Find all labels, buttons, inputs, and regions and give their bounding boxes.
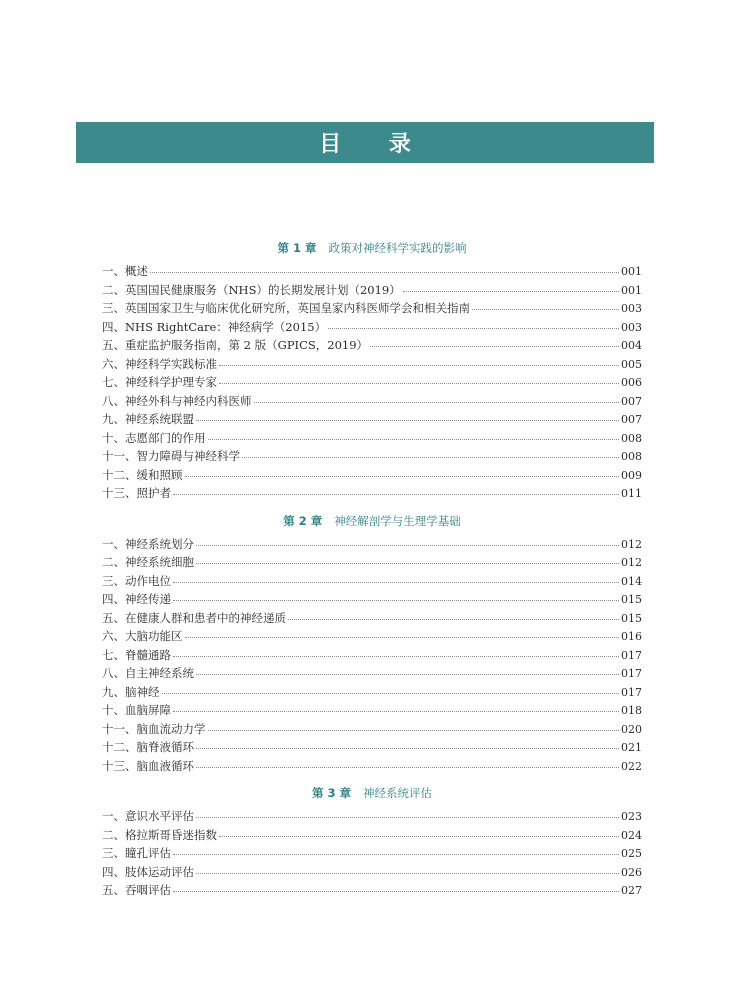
chapter-number: 第 2 章: [283, 513, 323, 528]
dot-leader: [254, 401, 620, 403]
toc-entry-page: 005: [621, 357, 642, 371]
chapter-block: [102, 783, 642, 901]
toc-entry-label: 四、神经传递: [102, 592, 171, 606]
dot-leader: [173, 853, 619, 855]
toc-entry-page: 017: [621, 648, 642, 662]
toc-entry-page: 025: [621, 847, 642, 860]
toc-entry[interactable]: [102, 882, 642, 901]
dot-leader: [173, 655, 619, 657]
toc-entry-page: 017: [621, 667, 642, 680]
toc-entry-page: 003: [621, 320, 642, 334]
toc-entry-page: 011: [621, 487, 642, 500]
toc-entry-page: 004: [621, 339, 642, 352]
toc-entry-label: 十、血脑屏障: [102, 703, 171, 717]
toc-entry-page: 008: [621, 450, 642, 463]
chapter-heading: [102, 238, 642, 258]
toc-entry[interactable]: [102, 665, 642, 684]
toc-entry-label: 九、脑神经: [102, 684, 160, 699]
toc-entry[interactable]: [102, 337, 642, 356]
toc-entry-page: 020: [621, 722, 642, 736]
toc-entry-page: 015: [621, 611, 642, 625]
table-of-contents: [102, 238, 642, 908]
dot-leader: [196, 816, 619, 818]
toc-entry[interactable]: [102, 554, 642, 573]
toc-entry[interactable]: [102, 430, 642, 449]
chapter-block: [102, 511, 642, 777]
toc-entry[interactable]: [102, 374, 642, 393]
toc-entry-page: 001: [621, 283, 642, 297]
toc-entry[interactable]: [102, 864, 642, 883]
dot-leader: [403, 290, 619, 292]
dot-leader: [196, 544, 619, 546]
chapter-title: 神经系统评估: [363, 786, 432, 800]
toc-entry-label: 十、志愿部门的作用: [102, 430, 206, 445]
toc-entry-page: 008: [621, 431, 642, 445]
toc-entry[interactable]: [102, 591, 642, 610]
chapter-number: 第 3 章: [311, 786, 351, 800]
chapter-heading: [102, 511, 642, 531]
toc-entry[interactable]: [102, 702, 642, 721]
dot-leader: [173, 493, 619, 495]
toc-entry-label: 十二、脑脊液循环: [102, 740, 194, 754]
toc-entry-page: 014: [621, 574, 642, 588]
dot-leader: [196, 872, 619, 874]
toc-entry-page: 007: [621, 413, 642, 426]
contents-title-banner: [76, 122, 654, 163]
toc-entry-page: 006: [621, 376, 642, 389]
toc-entry-label: 九、神经系统联盟: [102, 412, 194, 426]
dot-leader: [173, 599, 619, 601]
toc-entry[interactable]: [102, 300, 642, 319]
toc-entry-label: 十三、照护者: [102, 486, 171, 500]
toc-entry[interactable]: [102, 721, 642, 740]
chapter-heading: [102, 783, 642, 803]
dot-leader: [328, 327, 619, 329]
toc-entry-page: 009: [621, 468, 642, 482]
toc-entry-label: 七、神经科学护理专家: [102, 375, 217, 389]
dot-leader: [208, 438, 620, 440]
toc-entry-label: 四、肢体运动评估: [102, 864, 194, 879]
contents-title: 目 录: [319, 132, 431, 157]
toc-entry-page: 023: [621, 810, 642, 823]
dot-leader: [162, 692, 620, 694]
toc-entry[interactable]: [102, 610, 642, 629]
toc-entry-page: 012: [621, 556, 642, 569]
dot-leader: [196, 673, 619, 675]
chapter-title: 神经解剖学与生理学基础: [334, 513, 461, 528]
dot-leader: [173, 710, 619, 712]
dot-leader: [173, 890, 619, 892]
dot-leader: [242, 456, 619, 458]
toc-entry-page: 007: [621, 394, 642, 408]
dot-leader: [196, 747, 619, 749]
dot-leader: [472, 308, 619, 310]
toc-entry-label: 八、神经外科与神经内科医师: [102, 393, 252, 408]
toc-entry[interactable]: [102, 356, 642, 375]
dot-leader: [196, 562, 619, 564]
chapter-block: [102, 238, 642, 504]
toc-entry-label: 五、在健康人群和患者中的神经递质: [102, 610, 286, 625]
dot-leader: [196, 419, 619, 421]
toc-entry-label: 三、英国国家卫生与临床优化研究所，英国皇家内科医师学会和相关指南: [102, 301, 470, 315]
dot-leader: [173, 581, 619, 583]
toc-entry-label: 二、格拉斯哥昏迷指数: [102, 827, 217, 842]
dot-leader: [185, 475, 620, 477]
dot-leader: [288, 618, 619, 620]
dot-leader: [370, 345, 619, 347]
dot-leader: [219, 364, 619, 366]
toc-entry[interactable]: [102, 485, 642, 504]
dot-leader: [208, 729, 620, 731]
toc-entry[interactable]: [102, 282, 642, 301]
toc-entry-label: 十三、脑血液循环: [102, 758, 194, 773]
chapter-number: 第 1 章: [277, 241, 317, 255]
dot-leader: [196, 766, 619, 768]
toc-entry-page: 018: [621, 704, 642, 717]
toc-entry-page: 017: [621, 685, 642, 699]
toc-entry-label: 五、吞咽评估: [102, 883, 171, 897]
toc-entry[interactable]: [102, 467, 642, 486]
toc-entry-page: 026: [621, 865, 642, 879]
toc-entry-label: 三、动作电位: [102, 573, 171, 588]
dot-leader: [150, 271, 619, 273]
toc-entry-label: 六、大脑功能区: [102, 629, 183, 643]
toc-entry-label: 八、自主神经系统: [102, 666, 194, 680]
toc-entry[interactable]: [102, 411, 642, 430]
toc-entry-page: 016: [621, 630, 642, 643]
dot-leader: [219, 382, 619, 384]
toc-entry-label: 二、神经系统细胞: [102, 555, 194, 569]
toc-entry-page: 015: [621, 593, 642, 606]
toc-entry[interactable]: [102, 827, 642, 846]
toc-entry-label: 一、神经系统划分: [102, 536, 194, 551]
dot-leader: [185, 636, 620, 638]
toc-entry[interactable]: [102, 319, 642, 338]
toc-entry[interactable]: [102, 448, 642, 467]
toc-entry[interactable]: [102, 808, 642, 827]
toc-entry-page: 003: [621, 302, 642, 315]
toc-entry[interactable]: [102, 628, 642, 647]
chapter-title: 政策对神经科学实践的影响: [328, 241, 467, 255]
toc-entry-page: 012: [621, 537, 642, 551]
toc-entry-page: 001: [621, 265, 642, 278]
toc-entry-label: 二、英国国民健康服务（NHS）的长期发展计划（2019）: [102, 282, 401, 297]
toc-entry-label: 十一、脑血流动力学: [102, 721, 206, 736]
toc-entry-label: 十一、智力障碍与神经科学: [102, 449, 240, 463]
toc-entry[interactable]: [102, 647, 642, 666]
dot-leader: [219, 835, 619, 837]
toc-entry-label: 三、瞳孔评估: [102, 846, 171, 860]
toc-entry-page: 022: [621, 759, 642, 773]
toc-entry[interactable]: [102, 263, 642, 282]
toc-entry[interactable]: [102, 573, 642, 592]
toc-entry-label: 一、意识水平评估: [102, 809, 194, 823]
toc-entry[interactable]: [102, 739, 642, 758]
toc-entry-label: 七、脊髓通路: [102, 647, 171, 662]
toc-entry[interactable]: [102, 758, 642, 777]
toc-entry-label: 六、神经科学实践标准: [102, 356, 217, 371]
toc-entry-label: 四、NHS RightCare：神经病学（2015）: [102, 319, 327, 334]
toc-entry-page: 021: [621, 741, 642, 754]
toc-entry-page: 024: [621, 828, 642, 842]
toc-entry[interactable]: [102, 845, 642, 864]
toc-entry-label: 十二、缓和照顾: [102, 467, 183, 482]
toc-entry-label: 五、重症监护服务指南，第 2 版（GPICS，2019）: [102, 338, 369, 352]
toc-entry[interactable]: [102, 393, 642, 412]
toc-entry-label: 一、概述: [102, 264, 148, 278]
toc-entry[interactable]: [102, 684, 642, 703]
toc-entry-page: 027: [621, 884, 642, 897]
toc-entry[interactable]: [102, 536, 642, 555]
